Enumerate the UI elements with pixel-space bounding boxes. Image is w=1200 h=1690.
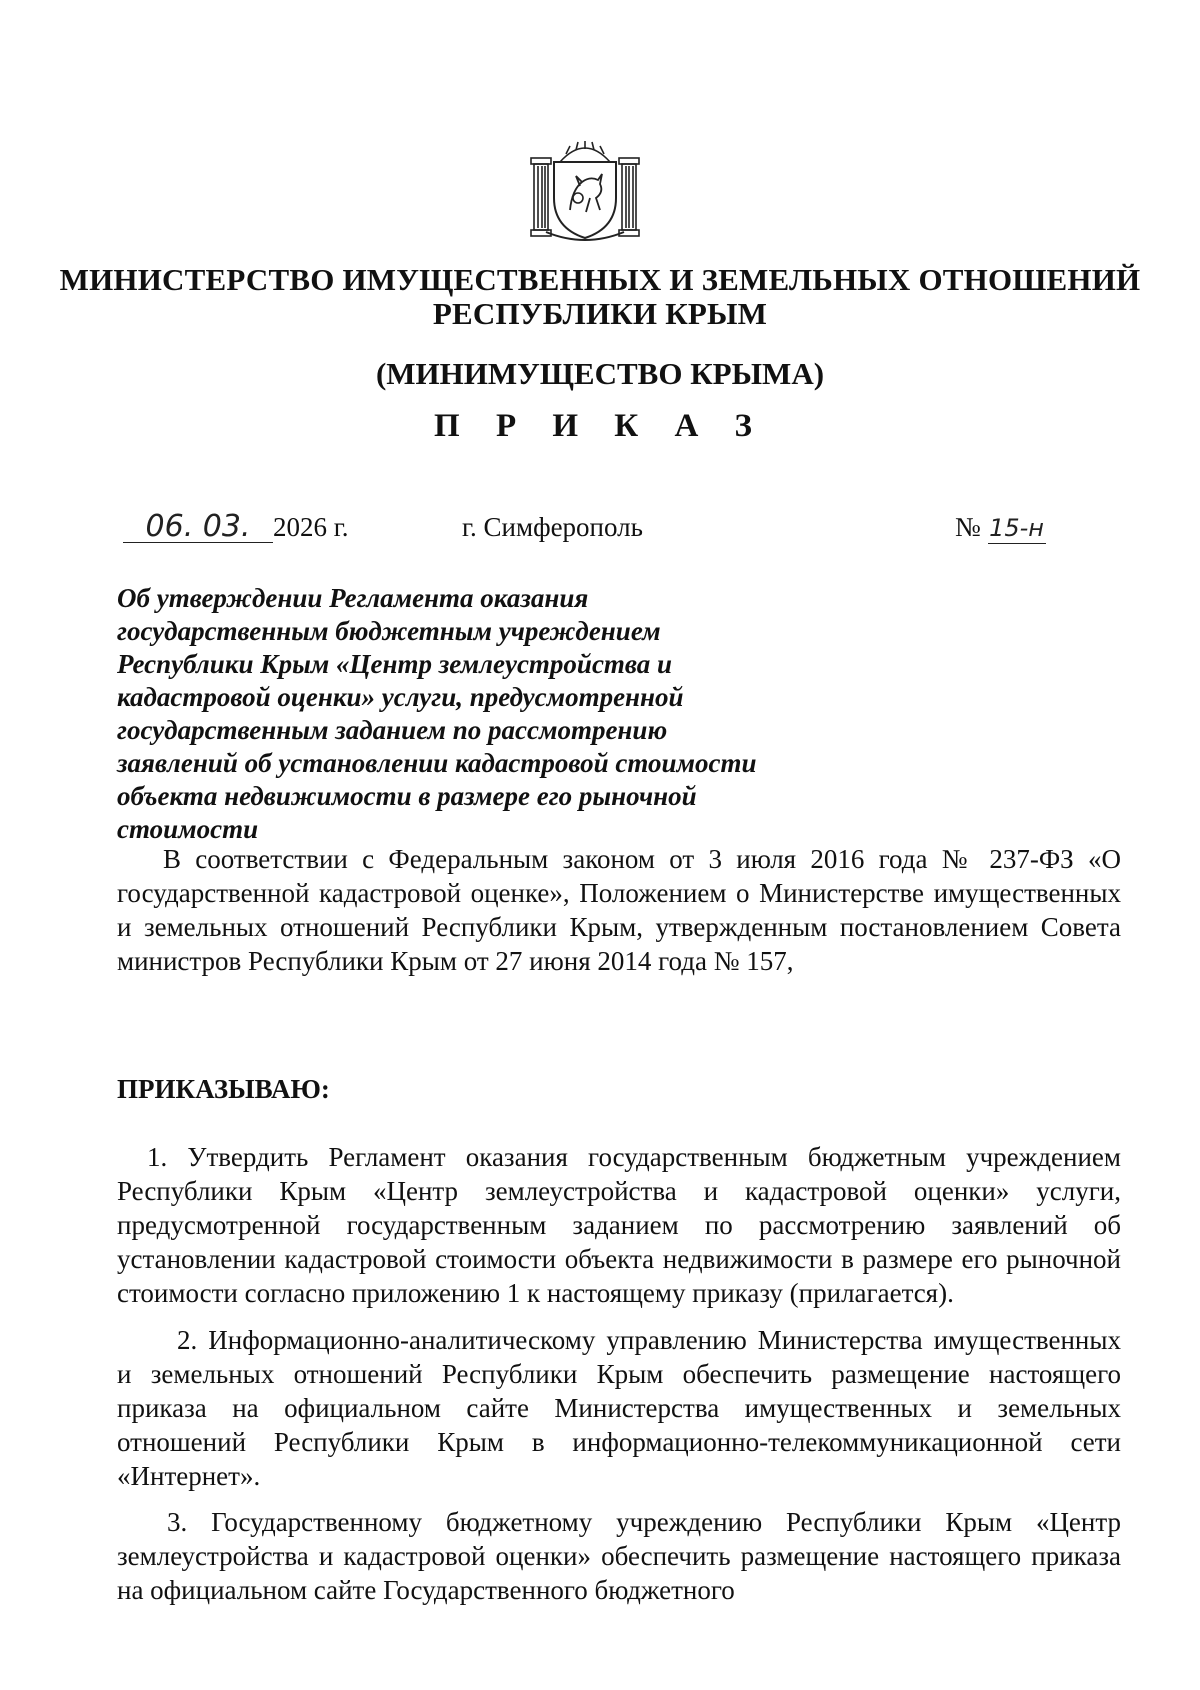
ministry-title-line2: РЕСПУБЛИКИ КРЫМ xyxy=(432,296,768,331)
ministry-short-name: (МИНИМУЩЕСТВО КРЫМА) xyxy=(375,356,825,391)
ministry-title-line1: МИНИСТЕРСТВО ИМУЩЕСТВЕННЫХ И ЗЕМЕЛЬНЫХ ОТНОШЕНИЙ xyxy=(59,262,1141,297)
document-subject: Об утверждении Регламента оказания государственным бюджетным учреждением Республики Крым «Центр землеустройства и кадастровой оценки» услуги, предусмотренной государственным заданием по рассмотрению заявлений об установлении кадастровой стоимости объекта недвижимости в размере его рыночной стоимости xyxy=(117,583,757,844)
number-field xyxy=(955,512,1046,544)
coat-of-arms-emblem xyxy=(530,140,640,242)
year-text: 2026 г. xyxy=(273,512,349,542)
handwritten-date: 06. 03. xyxy=(123,512,273,543)
date-field xyxy=(123,509,349,544)
order-item-2: 2. Информационно-аналитическому управлению Министерства имущественных и земельных отношений Республики Крым обеспечить размещение настоящего приказа на официальном сайте Министерства имущественных и земельных отношений Республики Крым в информационно-телекоммуникационной сети «Интернет». xyxy=(117,1325,1121,1491)
number-prefix: № xyxy=(955,512,981,542)
order-item-3: 3. Государственному бюджетному учреждению Республики Крым «Центр землеустройства и кадастровой оценки» обеспечить размещение настоящего приказа на официальном сайте Государственного бюджетного xyxy=(117,1507,1121,1605)
document-type-heading: П Р И К А З xyxy=(434,408,766,444)
preamble-paragraph: В соответствии с Федеральным законом от 3 июля 2016 года № 237-ФЗ «О государственной кадастровой оценке», Положением о Министерстве имущественных и земельных отношений Республики Крым, утвержденным постановлением Совета министров Республики Крым от 27 июня 2014 года № 157, xyxy=(117,844,1121,976)
order-item-1: 1. Утвердить Регламент оказания государственным бюджетным учреждением Республики Крым «Центр землеустройства и кадастровой оценки» услуги, предусмотренной государственным заданием по рассмотрению заявлений об установлении кадастровой стоимости объекта недвижимости в размере его рыночной стоимости согласно приложению 1 к настоящему приказу (прилагается). xyxy=(117,1142,1121,1308)
handwritten-number: 15-н xyxy=(989,514,1044,542)
order-heading: ПРИКАЗЫВАЮ: xyxy=(117,1074,330,1104)
city-text: г. Симферополь xyxy=(462,512,643,542)
